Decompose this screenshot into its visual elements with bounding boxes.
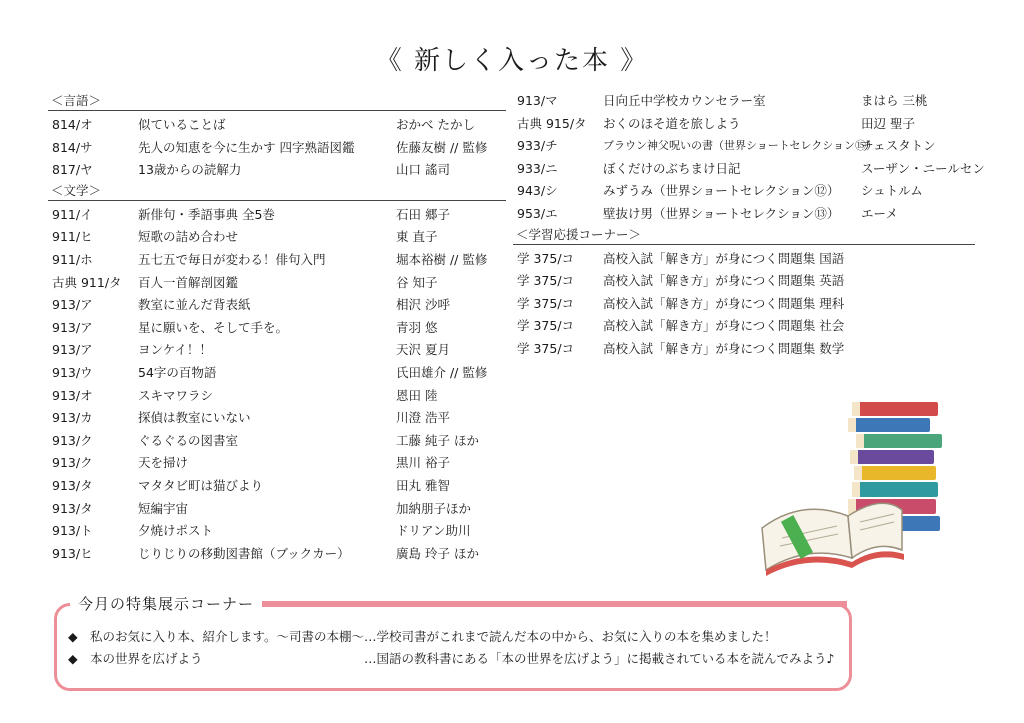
book-row — [513, 270, 975, 293]
book-row — [48, 272, 506, 295]
book-row — [48, 475, 506, 498]
book-title: ヨンケイ！！ — [138, 342, 212, 358]
book-author: おかべ たかし — [396, 117, 475, 132]
book-title: 54字の百物語 — [138, 364, 217, 380]
book-row — [513, 180, 975, 203]
call-number: 913/ア — [52, 319, 93, 335]
section-heading-gakushu: ＜学習応援コーナー＞ — [513, 226, 975, 245]
book-author: 堀本裕樹 // 監修 — [396, 251, 488, 267]
page-title: 《 新しく入った本 》 — [375, 46, 649, 76]
special-item-desc: …学校司書がこれまで読んだ本の中から、お気に入りの本を集めました！ — [364, 629, 777, 644]
book-title: マタタビ町は猫びより — [138, 477, 264, 493]
bungaku-list-continued — [513, 90, 985, 226]
call-number: 913/ウ — [52, 364, 93, 380]
book-title: おくのほそ道を旅しよう — [603, 115, 741, 131]
call-number: 814/サ — [52, 139, 93, 155]
call-number: 913/カ — [52, 410, 93, 426]
call-number: 911/ホ — [52, 251, 93, 267]
book-row — [513, 158, 985, 181]
diamond-bullet-icon: ◆ — [68, 651, 78, 666]
books-stack-icon — [752, 398, 962, 578]
book-row — [48, 339, 506, 362]
book-title: 高校入試「解き方」が身につく問題集 国語 — [603, 250, 845, 266]
call-number: 933/チ — [517, 138, 558, 154]
book-title: 日向丘中学校カウンセラー室 — [603, 93, 766, 108]
call-number: 913/ア — [52, 342, 93, 358]
call-number: 913/ク — [52, 455, 93, 471]
book-author: 黒川 裕子 — [396, 455, 450, 471]
book-title: じりじりの移動図書館（ブックカー） — [138, 545, 350, 561]
book-row — [48, 520, 506, 543]
book-row — [513, 90, 975, 113]
book-author: 青羽 悠 — [396, 319, 438, 335]
call-number: 913/ヒ — [52, 545, 93, 561]
book-row — [48, 430, 506, 453]
book-author: 天沢 夏月 — [396, 342, 450, 358]
call-number: 913/タ — [52, 500, 93, 516]
left-column — [48, 92, 506, 565]
book-author: 山口 謠司 — [396, 162, 450, 178]
book-author: 川澄 浩平 — [396, 410, 450, 426]
book-row — [48, 114, 506, 137]
book-row — [48, 137, 506, 160]
book-title: 夕焼けポスト — [138, 523, 214, 539]
book-author: 氏田雄介 // 監修 — [396, 364, 488, 380]
book-row — [513, 113, 975, 136]
book-row — [48, 407, 506, 430]
book-title: 似ていることば — [138, 117, 226, 132]
book-title: ぼくだけのぶちまけ日記 — [603, 160, 741, 176]
book-row — [513, 338, 975, 361]
book-author: チェスタトン — [861, 138, 936, 154]
book-title: ブラウン神父呪いの書（世界ショートセレクション⑮） — [603, 139, 878, 153]
book-title: 高校入試「解き方」が身につく問題集 数学 — [603, 340, 845, 356]
book-row — [48, 362, 506, 385]
book-title: ぐるぐるの図書室 — [138, 432, 239, 448]
book-title: みずうみ（世界ショートセレクション⑫） — [603, 183, 840, 199]
call-number: 913/ア — [52, 297, 93, 313]
book-author: 佐藤友樹 // 監修 — [396, 139, 488, 155]
book-title: 高校入試「解き方」が身につく問題集 英語 — [603, 273, 845, 289]
book-row — [48, 159, 506, 182]
book-title: 短編宇宙 — [138, 500, 189, 516]
call-number: 古典 915/タ — [517, 115, 587, 131]
book-author: まはら 三桃 — [861, 93, 928, 108]
book-row — [48, 226, 506, 249]
book-title: スキマワラシ — [138, 387, 214, 403]
book-title: 13歳からの読解力 — [138, 162, 242, 178]
book-title: 高校入試「解き方」が身につく問題集 社会 — [603, 318, 845, 334]
call-number: 913/ク — [52, 432, 93, 448]
call-number: 943/シ — [517, 183, 558, 199]
book-author: 加納朋子ほか — [396, 500, 472, 516]
book-title: 探偵は教室にいない — [138, 410, 251, 426]
special-item-desc: …国語の教科書にある「本の世界を広げよう」に掲載されている本を読んでみよう♪ — [364, 651, 835, 666]
special-item-title: 本の世界を広げよう — [90, 651, 203, 666]
book-author: スーザン・ニールセン — [861, 160, 985, 176]
call-number: 911/ヒ — [52, 229, 93, 245]
book-title: 壁抜け男（世界ショートセレクション⑬） — [603, 205, 840, 221]
book-author: 田丸 雅智 — [396, 477, 450, 493]
book-author: 恩田 陸 — [396, 387, 438, 403]
book-title: 百人一首解剖図鑑 — [138, 274, 239, 290]
book-title: 先人の知恵を今に生かす 四字熟語図鑑 — [138, 139, 355, 155]
gengo-list — [48, 114, 506, 182]
book-row — [513, 135, 975, 158]
book-author: 東 直子 — [396, 229, 438, 245]
book-title: 短歌の詰め合わせ — [138, 229, 239, 245]
book-row — [48, 294, 506, 317]
book-row — [48, 317, 506, 340]
call-number: 814/オ — [52, 117, 93, 132]
book-author: エーメ — [861, 205, 898, 221]
special-item-title: 私のお気に入り本、紹介します。～司書の本棚～ — [90, 629, 365, 644]
book-row — [513, 203, 975, 226]
book-row — [48, 204, 506, 227]
section-heading-bungaku: ＜文学＞ — [48, 182, 506, 201]
book-row — [48, 498, 506, 521]
call-number: 933/ニ — [517, 160, 558, 176]
book-row — [513, 315, 975, 338]
book-author: 田辺 聖子 — [861, 115, 915, 131]
book-title: 高校入試「解き方」が身につく問題集 理科 — [603, 295, 845, 311]
book-author: 谷 知子 — [396, 274, 438, 290]
book-author: 相沢 沙呼 — [396, 297, 450, 313]
call-number: 学 375/コ — [517, 318, 575, 334]
book-title: 新俳句・季語事典 全5巻 — [138, 206, 275, 222]
call-number: 911/イ — [52, 206, 93, 222]
book-author: 石田 郷子 — [396, 206, 450, 222]
section-heading-gengo: ＜言語＞ — [48, 92, 506, 111]
book-row — [48, 452, 506, 475]
call-number: 古典 911/タ — [52, 274, 122, 290]
book-title: 教室に並んだ背表紙 — [138, 297, 251, 313]
call-number: 953/エ — [517, 205, 558, 221]
book-author: ドリアン助川 — [396, 523, 471, 539]
book-author: 工藤 純子 ほか — [396, 432, 479, 448]
book-author: シュトルム — [861, 183, 923, 199]
gakushu-list — [513, 248, 975, 361]
call-number: 913/オ — [52, 387, 93, 403]
book-row — [48, 385, 506, 408]
call-number: 913/マ — [517, 93, 558, 108]
special-display-heading: 今月の特集展示コーナー — [70, 590, 262, 618]
call-number: 学 375/コ — [517, 295, 575, 311]
call-number: 913/ト — [52, 523, 93, 539]
call-number: 学 375/コ — [517, 250, 575, 266]
book-row — [48, 543, 506, 566]
book-author: 廣島 玲子 ほか — [396, 545, 479, 561]
book-row — [48, 249, 506, 272]
diamond-bullet-icon: ◆ — [68, 629, 78, 644]
call-number: 913/タ — [52, 477, 93, 493]
call-number: 学 375/コ — [517, 273, 575, 289]
book-row — [513, 293, 975, 316]
bungaku-list — [48, 204, 506, 566]
call-number: 817/ヤ — [52, 162, 93, 178]
right-column — [513, 90, 985, 361]
book-row — [513, 248, 975, 271]
book-title: 天を掃け — [138, 455, 189, 471]
book-title: 五七五で毎日が変わる！俳句入門 — [138, 251, 326, 267]
call-number: 学 375/コ — [517, 340, 575, 356]
book-title: 星に願いを、そして手を。 — [138, 319, 289, 335]
